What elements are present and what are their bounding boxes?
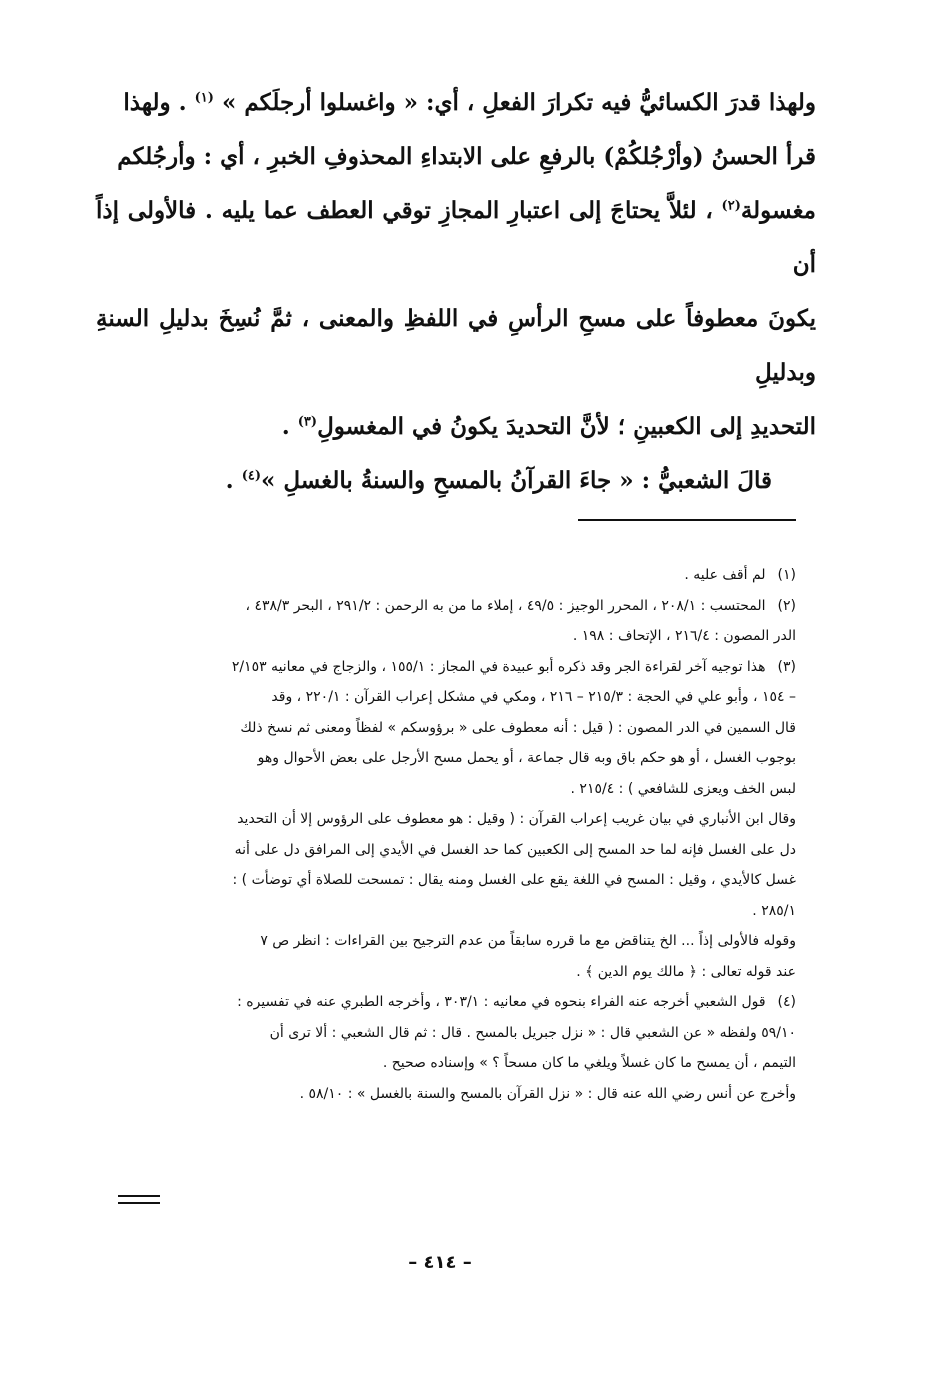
footnote-4-line-2: ٥٩/١٠ ولفظه « عن الشعبي قال : « نزل جبريل بالمسح . قال : ثم قال الشعبي : ألا ترى أن xyxy=(269,1024,796,1041)
footnote-2-number: (٢) xyxy=(777,597,796,614)
main-line-5-text: التحديدِ إلى الكعبينِ ؛ لأنَّ التحديدَ يكونُ في المغسولِ xyxy=(317,413,816,440)
page-number: – ٤١٤ – xyxy=(408,1252,472,1273)
footnote-3-para2-line-2: دل على الغسل فإنه لما حد المسح إلى الكعبين كما حد الغسل في الأيدي إلى المرافق دل على أنه xyxy=(234,841,796,858)
footnote-2 xyxy=(92,591,796,622)
footnote-3-line-1: هذا توجيه آخر لقراءة الجر وقد ذكره أبو عبيدة في المجاز : ١٥٥/١ ، والزجاج في معانيه ٢/١٥٣ xyxy=(231,658,766,675)
footnotes xyxy=(92,560,796,1109)
main-line-1-text: ولهذا قدرَ الكسائيُّ فيه تكرارَ الفعلِ ، أي: « واغسلوا أرجلَكم » xyxy=(221,89,816,116)
footnote-3-line-2: – ١٥٤ ، وأبو علي في الحجة : ٢١٥/٣ – ٢١٦ ، ومكي في مشكل إعراب القرآن : ٢٢٠/١ ، وقد xyxy=(271,689,796,705)
main-line-3 xyxy=(96,184,816,292)
main-line-3-start: مغسولة xyxy=(740,197,816,224)
footnote-4-number: (٤) xyxy=(777,994,796,1010)
footnote-3-para2-line-1: وقال ابن الأنباري في بيان غريب إعراب القرآن : ( وقيل : هو معطوف على الرؤوس إلا أن التحديد xyxy=(237,811,796,827)
footnote-4 xyxy=(92,987,796,1018)
footnote-separator xyxy=(578,519,796,521)
footnote-2-line-2: الدر المصون : ٢١٦/٤ ، الإتحاف : ١٩٨ . xyxy=(572,628,796,644)
main-text xyxy=(96,76,816,508)
footnote-1 xyxy=(92,560,796,591)
footnote-4-line-1: قول الشعبي أخرجه عنه الفراء بنحوه في معانيه : ٣٠٣/١ ، وأخرجه الطبري عنه في تفسيره : xyxy=(237,994,766,1010)
footnote-ref-2: (٢) xyxy=(721,198,741,214)
footnote-3-para2-line-3: غسل كالأيدي ، وقيل : المسح في اللغة يقع على الغسل ومنه يقال : تمسحت للصلاة أي توضأت ) : xyxy=(232,872,796,888)
end-of-footnotes-mark xyxy=(118,1195,160,1204)
footnote-3-para3-line-2: عند قوله تعالى : ﴿ مالك يوم الدين ﴾ . xyxy=(576,963,796,980)
footnote-3-para3-line-1: وقوله فالأولى إذاً ... الخ يتناقض مع ما قرره سابقاً من عدم الترجيح بين القراءات : انظر ص ٧ xyxy=(260,933,796,949)
footnote-3-line-4: بوجوب الغسل ، أو هو حكم باق وبه قال جماعة ، أو يحمل مسح الأرجل على بعض الأحوال وهو xyxy=(257,750,796,766)
footnote-2-line-1: المحتسب : ٢٠٨/١ ، المحرر الوجيز : ٤٩/٥ ، إملاء ما من به الرحمن : ٢٩١/٢ ، البحر ٤٣٨/٣ ، xyxy=(245,597,766,614)
footnote-3-number: (٣) xyxy=(777,658,796,675)
main-line-6 xyxy=(96,454,816,508)
footnote-4-line-4: وأخرج عن أنس رضي الله عنه قال : « نزل القرآن بالمسح والسنة بالغسل » : ٥٨/١٠ . xyxy=(299,1085,796,1102)
main-line-5-tail: . xyxy=(281,413,298,440)
footnote-1-number: (١) xyxy=(777,567,796,583)
main-line-6-tail: . xyxy=(225,467,242,494)
footnote-3-para2-line-4: ٢٨٥/١ . xyxy=(752,902,796,919)
footnote-3-line-3: قال السمين في الدر المصون : ( قيل : أنه معطوف على « برؤوسكم » لفظاً ومعنى ثم نسخ ذلك xyxy=(240,719,796,736)
footnote-1-line-1: لم أقف عليه . xyxy=(684,567,766,583)
main-line-3-text: ، لئلاَّ يحتاجَ إلى اعتبارِ المجازِ توقي العطف عما يليه . فالأولى إذاً أن xyxy=(96,197,816,278)
main-line-5 xyxy=(96,400,816,454)
footnote-ref-1: (١) xyxy=(194,90,214,106)
footnote-ref-3: (٣) xyxy=(297,414,318,430)
footnote-3 xyxy=(92,652,796,683)
main-line-4: يكونَ معطوفاً على مسحِ الرأسِ في اللفظِ والمعنى ، ثمَّ نُسِخَ بدليلِ السنةِ وبدليلِ xyxy=(96,305,816,386)
footnote-ref-4: (٤) xyxy=(241,468,261,484)
footnote-4-line-3: التيمم ، أن يمسح ما كان غسلاً ويلغي ما كان مسحاً ؟ » وإسناده صحيح . xyxy=(382,1055,796,1071)
main-line-2: قرأ الحسنُ (وأرْجُلكُمْ) بالرفعِ على الابتداءِ المحذوفِ الخبرِ ، أي : وأرجُلكم xyxy=(117,143,816,170)
main-line-1 xyxy=(96,76,816,130)
main-line-1-tail: . ولهذا xyxy=(123,89,195,116)
footnote-3-line-5: لبس الخف ويعزى للشافعي ) : ٢١٥/٤ . xyxy=(570,780,796,797)
main-line-6-text: قالَ الشعبيُّ : « جاءَ القرآنُ بالمسحِ والسنةُ بالغسلِ » xyxy=(260,467,772,494)
